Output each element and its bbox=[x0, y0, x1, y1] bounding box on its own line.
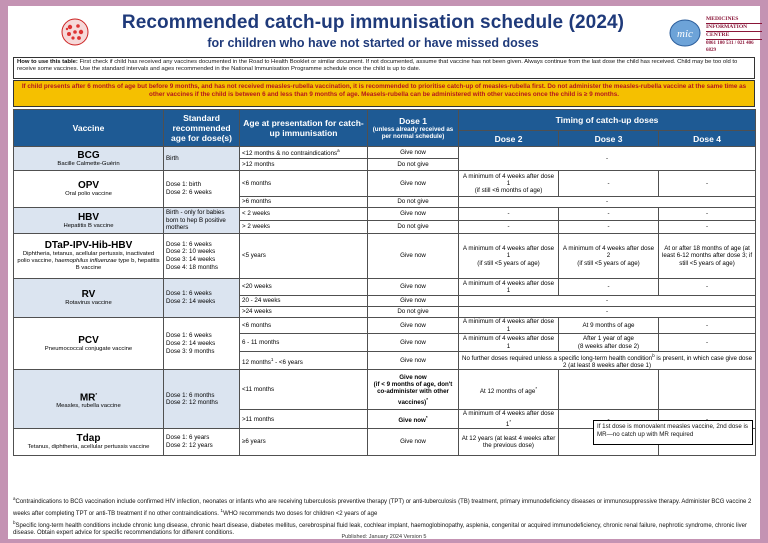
dose2-cell: - bbox=[459, 208, 559, 221]
footnote-ref: b bbox=[652, 353, 655, 358]
footnote-text: WHO recommends two doses for children <2 years of age bbox=[223, 510, 378, 517]
footnote-ref: a bbox=[337, 148, 340, 154]
standard-line: Dose 2: 14 weeks bbox=[166, 339, 216, 347]
dose1-cell: Give now bbox=[368, 279, 459, 296]
mic-line1: MEDICINES bbox=[706, 16, 762, 24]
age-cell: <6 months bbox=[240, 171, 368, 197]
dose1-cell: Give now bbox=[368, 234, 459, 279]
vaccine-name: HBV bbox=[77, 211, 100, 223]
age-cell: <5 years bbox=[240, 234, 368, 279]
vaccine-fullname: Tetanus, diphtheria, acellular pertussis vaccine bbox=[27, 443, 150, 450]
dose-text: A minimum of 4 weeks after dose 1 bbox=[462, 410, 555, 428]
vaccine-name: PCV bbox=[78, 334, 99, 346]
standard-age-cell bbox=[164, 279, 240, 318]
dose3-cell bbox=[559, 234, 659, 279]
table-row-rv bbox=[14, 279, 756, 296]
dose-dash-cell: - bbox=[459, 197, 756, 208]
table-row-opv bbox=[14, 171, 756, 197]
catch-up-schedule-table bbox=[13, 109, 756, 456]
table-row-hbv bbox=[14, 208, 756, 221]
standard-line: Dose 1: 6 years bbox=[166, 434, 210, 442]
standard-age-cell bbox=[164, 370, 240, 428]
dose3-cell: - bbox=[559, 279, 659, 296]
table-row-mr bbox=[14, 370, 756, 410]
dose2-cell bbox=[459, 410, 559, 428]
vaccine-fullname: Rotavirus vaccine bbox=[65, 300, 112, 306]
footnote-text: Specific long-term health conditions include chronic lung disease, chronic heart disease, diabetes mellitus, cerebrospinal fluid leak, cochlear implant, haemoglobinopathy, asplenia, congenital or acquired immunodeficiency, chronic renal failure, nephrotic syndrome, chronic liver disease. Obtain expert advice for specific recommendations for different conditions. bbox=[13, 522, 748, 537]
dose-text: No further doses required unless a specific long-term health condition bbox=[461, 355, 653, 363]
standard-line: Dose 3: 9 months bbox=[166, 347, 215, 355]
header-dose2: Dose 2 bbox=[459, 131, 559, 147]
standard-age-cell bbox=[164, 234, 240, 279]
warning-text: If child presents after 6 months of age but before 9 months, and has not received measles-rubella vaccination, it is recommended to prioritise catch-up of measles-rubella first. Do not administer the measles-rubella vaccine at the same time as other vaccines if the child is between 6 and less than 9 months of age. Measels-rubella can be administered with other vaccines once the child is ≥ 9 months. bbox=[21, 83, 747, 99]
dose1-cell: Give now bbox=[368, 171, 459, 197]
table-row-dtap bbox=[14, 234, 756, 279]
dose-text: Give now bbox=[399, 373, 427, 381]
standard-line: Dose 2: 12 years bbox=[166, 441, 213, 449]
footnote-a bbox=[13, 495, 755, 519]
dose-note: (if still <6 months of age) bbox=[474, 187, 543, 195]
dose1-cell: Do not give bbox=[368, 221, 459, 234]
dose-merged-cell bbox=[459, 352, 756, 370]
dose4-cell: - bbox=[659, 221, 756, 234]
table-row-bcg bbox=[14, 147, 756, 159]
header-age-presentation: Age at presentation for catch-up immunisation bbox=[240, 110, 368, 147]
vaccine-name: Tdap bbox=[76, 432, 101, 444]
age-text: <12 months & no contraindications bbox=[242, 150, 338, 158]
age-text: 12 months bbox=[242, 358, 271, 366]
dose1-cell: Do not give bbox=[368, 159, 459, 171]
dose3-cell: - bbox=[559, 208, 659, 221]
dose3-cell: At 9 months of age bbox=[559, 318, 659, 334]
vaccine-fullname: Measles, rubella vaccine bbox=[56, 402, 121, 409]
footnote-marker: 1 bbox=[220, 507, 224, 513]
dose1-cell: Give now bbox=[368, 147, 459, 159]
standard-line: Dose 2: 10 weeks bbox=[166, 248, 216, 256]
dose2-cell: At 12 years (at least 4 weeks after the previous dose) bbox=[459, 428, 559, 455]
footnote-ref: * bbox=[426, 396, 428, 402]
dose3-cell: - bbox=[559, 171, 659, 197]
age-cell: >24 weeks bbox=[240, 307, 368, 318]
dose4-cell bbox=[659, 370, 756, 410]
dose-text: At 12 months of age bbox=[479, 387, 536, 395]
standard-age-cell bbox=[164, 318, 240, 370]
standard-age-cell bbox=[164, 171, 240, 208]
age-cell: < 2 weeks bbox=[240, 208, 368, 221]
age-cell: 20 - 24 weeks bbox=[240, 296, 368, 307]
age-cell: <11 months bbox=[240, 370, 368, 410]
header-timing: Timing of catch-up doses bbox=[459, 110, 756, 131]
footnote-ref: * bbox=[535, 385, 538, 391]
vaccine-name-text: MR bbox=[79, 391, 96, 403]
dose2-cell: - bbox=[459, 221, 559, 234]
age-cell bbox=[240, 147, 368, 159]
standard-age-cell: Birth - only for babies born to hep B positive mothers bbox=[164, 208, 240, 234]
header-dose4: Dose 4 bbox=[659, 131, 756, 147]
standard-line: Dose 2: 14 weeks bbox=[166, 298, 216, 305]
how-to-text: First check if child has received any vaccines documented in the Road to Health Booklet or similar document. If not documented, assume that vaccine has not been given. Always continue from the last dose the child has received. Child may be too old to receive some vaccines. Use the standard intervals and ages recommended in the National Immunisation Programme schedule once the child is up to date. bbox=[17, 59, 738, 73]
header-vaccine: Vaccine bbox=[14, 110, 164, 147]
standard-age-cell: Birth bbox=[164, 147, 240, 171]
dose-note-text: (if < 9 months of age, don't co-administer with other vaccines) bbox=[373, 381, 453, 406]
standard-line: Dose 1: 6 weeks bbox=[166, 240, 212, 248]
dose1-cell bbox=[368, 370, 459, 410]
standard-line: Dose 3: 14 weeks bbox=[166, 256, 216, 263]
dose2-cell bbox=[459, 234, 559, 279]
dose1-cell: Give now bbox=[368, 428, 459, 455]
dose-text-tail: is present, in which case give dose 2 (at least 8 weeks after dose 1) bbox=[562, 355, 753, 370]
dose2-cell bbox=[459, 370, 559, 410]
age-text-tail: - <6 years bbox=[273, 358, 303, 366]
dose-dash-cell: - bbox=[459, 307, 756, 318]
standard-line: Dose 4: 18 months bbox=[166, 263, 218, 271]
dose2-cell bbox=[459, 171, 559, 197]
dose-text: After 1 year of age bbox=[583, 335, 634, 343]
dose1-cell bbox=[368, 410, 459, 428]
dose-dash-cell: - bbox=[459, 147, 756, 171]
mic-logo-icon bbox=[668, 18, 702, 48]
page-subtitle: for children who have not started or have missed doses bbox=[207, 36, 539, 50]
footnote-marker: b bbox=[13, 519, 16, 525]
footnote-text: Contraindications to BCG vaccination include confirmed HIV infection, neonates or infants who are receiving tuberculosis preventive therapy (TPT) or anti-tuberculosis (TB) treatment, primary immunodeficiency diseases or immunosuppressive therapy. Administer BCG vaccine 2 weeks after completing TPT or anti-TB treatment if no other contraindications. bbox=[13, 499, 752, 517]
age-cell bbox=[240, 352, 368, 370]
dose4-cell: - bbox=[659, 208, 756, 221]
dose4-cell: - bbox=[659, 279, 756, 296]
dose1-cell: Give now bbox=[368, 352, 459, 370]
dose-text: A minimum of 4 weeks after dose 1 bbox=[462, 172, 555, 187]
document-page bbox=[8, 6, 760, 539]
dose1-cell: Do not give bbox=[368, 197, 459, 208]
dose1-cell: Give now bbox=[368, 208, 459, 221]
dose4-cell: - bbox=[659, 171, 756, 197]
vaccine-fullname-c: type b, hepatitis B vaccine bbox=[75, 258, 160, 271]
vaccine-fullname bbox=[16, 251, 161, 272]
age-cell: >11 months bbox=[240, 410, 368, 428]
dose3-cell bbox=[559, 370, 659, 410]
mic-logo-text: mic bbox=[677, 28, 693, 40]
measles-warning-banner bbox=[13, 80, 755, 107]
standard-line: Dose 1: 6 weeks bbox=[166, 290, 212, 298]
virus-icon bbox=[60, 17, 90, 47]
dose-note: (if still <5 years of age) bbox=[577, 259, 640, 267]
dose4-cell: - bbox=[659, 334, 756, 352]
dose-note: (8 weeks after dose 2) bbox=[577, 342, 640, 350]
published-note: Published: January 2024 Version 5 bbox=[341, 534, 427, 540]
vaccine-cell-pcv bbox=[14, 318, 164, 370]
mic-line2: INFORMATION bbox=[706, 24, 762, 32]
standard-line: Dose 1: 6 months bbox=[166, 391, 215, 399]
age-cell: > 2 weeks bbox=[240, 221, 368, 234]
footnote-ref: * bbox=[425, 414, 428, 420]
vaccine-fullname-a: Diphtheria, tetanus, acellular pertussis, inactivated polio vaccine, bbox=[17, 251, 155, 264]
footnote-ref: * bbox=[509, 418, 512, 424]
standard-line: Dose 2: 12 months bbox=[166, 399, 218, 407]
header-dose1 bbox=[368, 110, 459, 147]
standard-line: Dose 1: 6 weeks bbox=[166, 332, 212, 340]
dose1-cell: Give now bbox=[368, 334, 459, 352]
header-dose1-note: (unless already received as per normal schedule) bbox=[372, 126, 454, 140]
vaccine-cell-mr bbox=[14, 370, 164, 428]
vaccine-fullname: Hepatitis B vaccine bbox=[63, 222, 114, 229]
vaccine-name: OPV bbox=[77, 180, 100, 191]
vaccine-name: BCG bbox=[77, 149, 100, 161]
table-header-row bbox=[14, 110, 756, 131]
age-cell: >12 months bbox=[240, 159, 368, 171]
standard-line: Dose 2: 6 weeks bbox=[166, 189, 212, 196]
table-row-pcv bbox=[14, 318, 756, 334]
page-title: Recommended catch-up immunisation schedule (2024) bbox=[121, 12, 625, 33]
dose4-cell: - bbox=[659, 318, 756, 334]
footnotes bbox=[13, 495, 755, 538]
dose1-cell: Give now bbox=[368, 296, 459, 307]
header-dose1-label: Dose 1 bbox=[399, 116, 427, 126]
footnote-marker: a bbox=[13, 496, 16, 501]
age-cell: <20 weeks bbox=[240, 279, 368, 296]
vaccine-fullname: Bacille Calmette-Guérin bbox=[57, 160, 120, 167]
dose-dash-cell: - bbox=[459, 296, 756, 307]
mic-contact-block bbox=[706, 16, 762, 54]
vaccine-cell-opv bbox=[14, 171, 164, 208]
age-cell: >6 months bbox=[240, 197, 368, 208]
dose1-cell: Do not give bbox=[368, 307, 459, 318]
standard-age-cell bbox=[164, 428, 240, 455]
dose-note: (if still <5 years of age) bbox=[477, 259, 540, 267]
age-cell: <6 months bbox=[240, 318, 368, 334]
header-standard-age: Standard recommended age for dose(s) bbox=[164, 110, 240, 147]
dose1-cell: Give now bbox=[368, 318, 459, 334]
mic-phone: 0861 100 531 / 021 406 6829 bbox=[706, 41, 754, 53]
vaccine-name: RV bbox=[81, 289, 96, 300]
standard-line: Dose 1: birth bbox=[166, 181, 202, 189]
footnote-ref: 1 bbox=[270, 356, 274, 362]
vaccine-fullname-b: haemophilus influenzae bbox=[54, 258, 117, 264]
vaccine-fullname: Oral polio vaccine bbox=[65, 191, 112, 197]
dose3-cell bbox=[559, 334, 659, 352]
vaccine-cell-tdap bbox=[14, 428, 164, 455]
dose4-cell: At or after 18 months of age (at least 6-12 months after dose 3; if still <5 years of age) bbox=[659, 234, 756, 279]
footnote-ref: * bbox=[95, 391, 98, 397]
dose2-cell: A minimum of 4 weeks after dose 1 bbox=[459, 318, 559, 334]
vaccine-name bbox=[16, 389, 161, 403]
dose-text: Give now bbox=[398, 417, 426, 425]
vaccine-cell-dtap bbox=[14, 234, 164, 279]
mr-callout-note: If 1st dose is monovalent measles vaccine, 2nd dose is MR—no catch up with MR required bbox=[593, 420, 753, 445]
vaccine-cell-bcg bbox=[14, 147, 164, 171]
header-dose3: Dose 3 bbox=[559, 131, 659, 147]
vaccine-cell-rv bbox=[14, 279, 164, 318]
dose-text: A minimum of 4 weeks after dose 1 bbox=[462, 245, 555, 260]
how-to-use-box bbox=[13, 57, 755, 79]
how-to-label: How to use this table: bbox=[17, 59, 78, 65]
vaccine-cell-hbv bbox=[14, 208, 164, 234]
vaccine-name: DTaP-IPV-Hib-HBV bbox=[44, 240, 133, 251]
dose-note bbox=[370, 381, 456, 406]
age-cell: 6 - 11 months bbox=[240, 334, 368, 352]
age-cell: ≥6 years bbox=[240, 428, 368, 455]
mic-line3: CENTRE bbox=[706, 32, 762, 40]
dose-text: A minimum of 4 weeks after dose 2 bbox=[562, 245, 655, 260]
dose2-cell: A minimum of 4 weeks after dose 1 bbox=[459, 334, 559, 352]
dose2-cell: A minimum of 4 weeks after dose 1 bbox=[459, 279, 559, 296]
dose3-cell: - bbox=[559, 221, 659, 234]
vaccine-fullname: Pneumococcal conjugate vaccine bbox=[44, 345, 133, 352]
document-header bbox=[8, 6, 760, 56]
